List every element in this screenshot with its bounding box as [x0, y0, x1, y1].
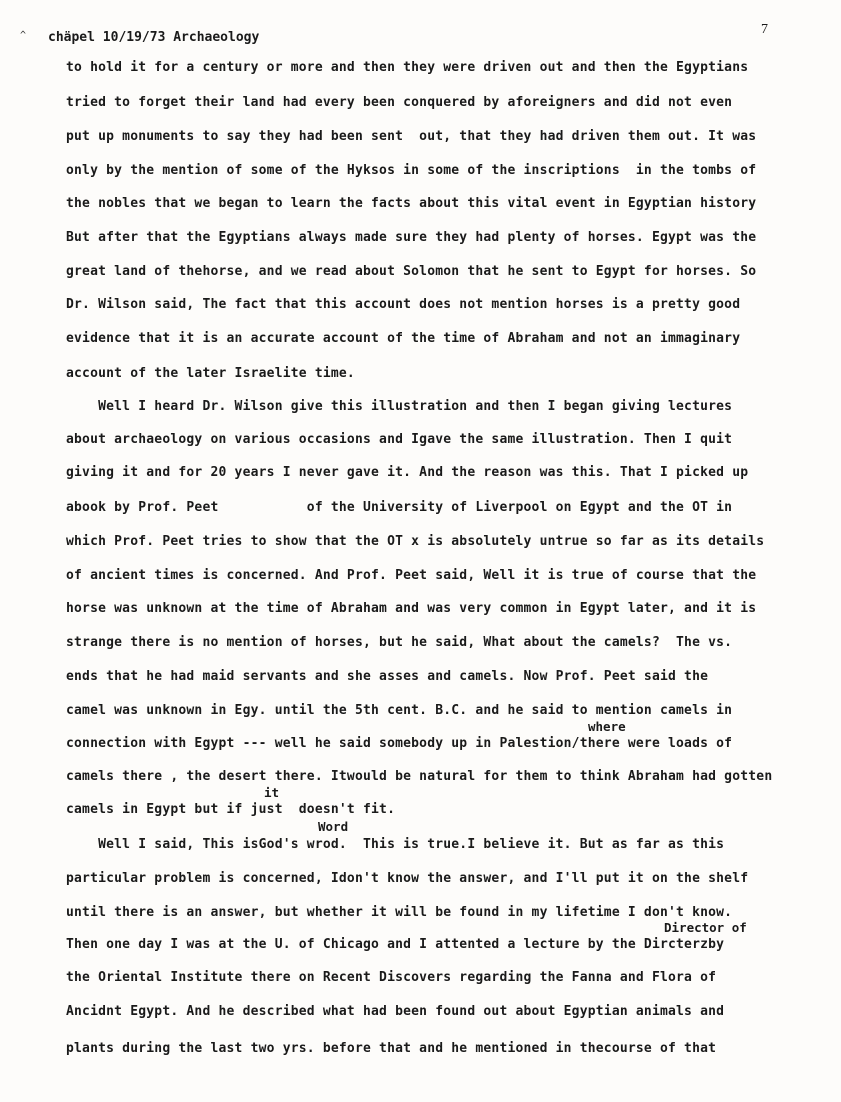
text-line: tried to forget their land had every been conquered by aforeigners and did not even — [66, 95, 733, 110]
text-line: camel was unknown in Egy. until the 5th cent. B.C. and he said to mention camels in — [66, 703, 733, 718]
interlinear-insert: Director of — [664, 920, 747, 935]
text-line: abook by Prof. Peet of the University of Liverpool on Egypt and the OT in — [66, 500, 733, 515]
text-line: strange there is no mention of horses, but he said, What about the camels? The vs. — [66, 635, 733, 650]
text-line: the Oriental Institute there on Recent Discovers regarding the Fanna and Flora of — [66, 970, 717, 985]
text-line: Ancidnt Egypt. And he described what had been found out about Egyptian animals and — [66, 1004, 725, 1019]
text-line: put up monuments to say they had been sent out, that they had driven them out. It was — [66, 129, 757, 144]
text-line: giving it and for 20 years I never gave it. And the reason was this. That I picked up — [66, 465, 749, 480]
text-line: until there is an answer, but whether it will be found in my lifetime I don't know. — [66, 905, 733, 920]
page-number: 7 — [761, 22, 768, 37]
text-line: which Prof. Peet tries to show that the OT x is absolutely untrue so far as its details — [66, 534, 765, 549]
text-line: plants during the last two yrs. before that and he mentioned in thecourse of that — [66, 1041, 717, 1056]
text-line: Well I said, This isGod's wrod. This is true.I believe it. But as far as this — [66, 837, 725, 852]
text-line: of ancient times is concerned. And Prof. Peet said, Well it is true of course that the — [66, 568, 757, 583]
text-line: Well I heard Dr. Wilson give this illustration and then I began giving lectures — [66, 399, 733, 414]
text-line: horse was unknown at the time of Abraham and was very common in Egypt later, and it is — [66, 601, 757, 616]
text-line: the nobles that we began to learn the facts about this vital event in Egyptian history — [66, 196, 757, 211]
text-line: Then one day I was at the U. of Chicago and I attented a lecture by the Dircterzby — [66, 937, 725, 952]
text-line: account of the later Israelite time. — [66, 366, 355, 381]
page-header: chäpel 10/19/73 Archaeology — [48, 30, 260, 45]
text-line: particular problem is concerned, Idon't know the answer, and I'll put it on the shelf — [66, 871, 749, 886]
text-line: to hold it for a century or more and then they were driven out and then the Egyptians — [66, 60, 749, 75]
interlinear-insert: Word — [318, 819, 349, 834]
interlinear-insert: it — [264, 785, 280, 800]
text-line: evidence that it is an accurate account of the time of Abraham and not an immaginary — [66, 331, 741, 346]
corner-mark: ^ — [20, 30, 27, 41]
text-line: about archaeology on various occasions and Igave the same illustration. Then I quit — [66, 432, 733, 447]
text-line: But after that the Egyptians always made sure they had plenty of horses. Egypt was the — [66, 230, 757, 245]
text-line: camels in Egypt but if just doesn't fit. — [66, 802, 396, 817]
text-line: ends that he had maid servants and she asses and camels. Now Prof. Peet said the — [66, 669, 709, 684]
text-line: great land of thehorse, and we read about Solomon that he sent to Egypt for horses. So — [66, 264, 757, 279]
text-line: connection with Egypt --- well he said somebody up in Palestion/there were loads of — [66, 736, 733, 751]
text-line: only by the mention of some of the Hyksos in some of the inscriptions in the tombs of — [66, 163, 757, 178]
interlinear-insert: where — [588, 719, 626, 734]
text-line: Dr. Wilson said, The fact that this account does not mention horses is a pretty good — [66, 297, 741, 312]
text-line: camels there , the desert there. Itwould be natural for them to think Abraham had gotten — [66, 769, 773, 784]
